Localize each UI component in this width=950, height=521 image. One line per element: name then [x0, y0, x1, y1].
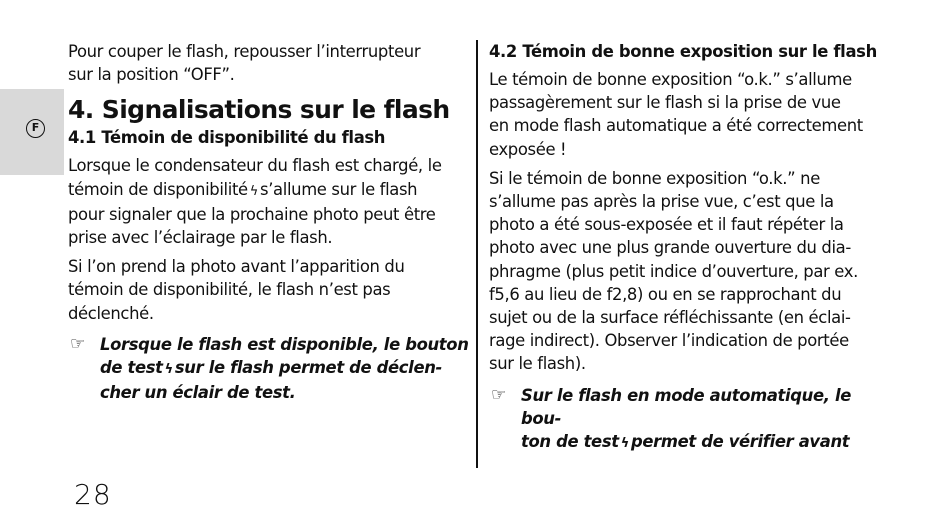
language-badge-icon: F: [26, 119, 45, 138]
column-divider: [476, 40, 478, 468]
paragraph-before-ready: Si l’on prend la photo avant l’apparition du témoin de disponibilité, le flash n’est pas déclenché.: [68, 257, 405, 323]
paragraph-exposure-ok: Le témoin de bonne exposition “o.k.” s’allume passagèrement sur le flash si la prise de vue en mode flash automatique a été correctement exposée !: [489, 70, 863, 159]
left-column: [68, 40, 470, 404]
page-number: 28: [74, 478, 112, 511]
pointing-hand-icon: ☞: [491, 384, 506, 405]
subsection-heading-4-2: 4.2 Témoin de bonne exposition sur le flash: [489, 42, 877, 61]
subsection-heading-4-1: 4.1 Témoin de disponibilité du flash: [68, 128, 386, 148]
test-flash-note: ☞ Lorsque le flash est disponible, le bouton de test ϟ sur le flash permet de déclen- cher un éclair de test.: [70, 333, 469, 403]
auto-mode-note: ☞ Sur le flash en mode automatique, le bou- ton de test ϟ permet de vérifier avant: [489, 384, 889, 456]
lightning-bolt-icon: ϟ: [164, 362, 173, 378]
section-heading: 4. Signalisations sur le flash: [68, 95, 450, 125]
lightning-bolt-icon: ϟ: [620, 436, 629, 452]
paragraph-underexposed: Si le témoin de bonne exposition “o.k.” ne s’allume pas après la prise vue, c’est que la photo a été sous-exposée et il faut répéter la photo avec une plus grande ouverture du dia- phragme (plus petit indice d’ouverture, par ex. f5,6 au lieu de f2,8) ou en se rapprochant du sujet ou de la surface réfléchissante (en éclai- rage indirect). Observer l’indication de portée sur le flash).: [489, 168, 858, 374]
intro-paragraph: Pour couper le flash, repousser l’interrupteur sur la position “OFF”.: [68, 42, 421, 85]
pointing-hand-icon: ☞: [70, 333, 85, 354]
paragraph-charge: Lorsque le condensateur du flash est chargé, le témoin de disponibilité ϟ s’allume sur le flash pour signaler que la prochaine photo peut être prise avec l’éclairage par le flash.: [68, 156, 442, 248]
lightning-bolt-icon: ϟ: [249, 183, 258, 199]
right-column: [489, 40, 889, 455]
